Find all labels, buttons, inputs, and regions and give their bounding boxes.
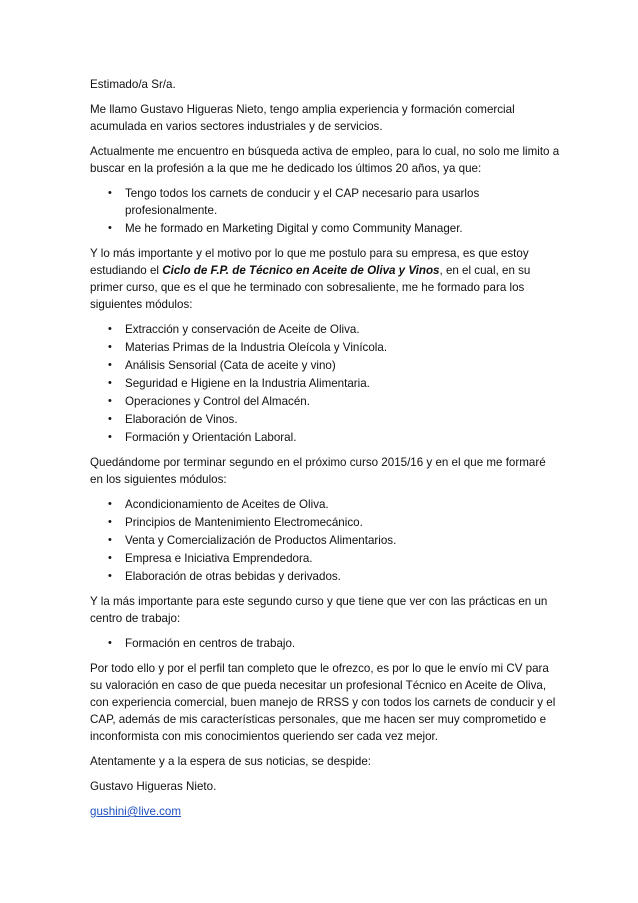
bullet-icon: • <box>108 222 112 234</box>
list-item: • Extracción y conservación de Aceite de Oliva. <box>108 323 360 336</box>
second-year-modules-list <box>90 496 560 585</box>
bullet-icon: • <box>108 413 112 425</box>
bullet-icon: • <box>108 377 112 389</box>
course-name: Ciclo de F.P. de Técnico en Aceite de Oliva y Vinos <box>162 264 440 277</box>
list-item: • Me he formado en Marketing Digital y como Community Manager. <box>108 222 463 235</box>
list-item: • Operaciones y Control del Almacén. <box>108 395 310 408</box>
signature: Gustavo Higueras Nieto. <box>90 780 217 793</box>
practice-modules-list <box>90 635 560 652</box>
situation-paragraph: Actualmente me encuentro en búsqueda activa de empleo, para lo cual, no solo me limito a buscar en la profesión a la que me he dedicado los últimos 20 años, ya que: <box>90 145 560 175</box>
bullet-icon: • <box>108 431 112 443</box>
farewell: Atentamente y a la espera de sus noticias, se despide: <box>90 755 371 768</box>
intro-paragraph: Me llamo Gustavo Higueras Nieto, tengo amplia experiencia y formación comercial acumulada en varios sectores industriales y de servicios. <box>90 103 515 133</box>
bullet-icon: • <box>108 637 112 649</box>
list-item: • Empresa e Iniciativa Emprendedora. <box>108 552 313 565</box>
list-item: • Elaboración de Vinos. <box>108 413 238 426</box>
letter-page <box>90 76 560 828</box>
practice-paragraph: Y la más importante para este segundo curso y que tiene que ver con las prácticas en un centro de trabajo: <box>90 595 548 625</box>
email-line <box>90 803 560 820</box>
study-paragraph: Y lo más importante y el motivo por lo que me postulo para su empresa, es que estoy estudiando el Ciclo de F.P. de Técnico en Aceite de Oliva y Vinos, en el cual, en su primer curso, que es el que he terminado con sobresaliente, me he formado para los siguientes módulos: <box>90 247 531 311</box>
list-item: • Principios de Mantenimiento Electromecánico. <box>108 516 363 529</box>
list-item: • Formación y Orientación Laboral. <box>108 431 297 444</box>
bullet-icon: • <box>108 341 112 353</box>
bullet-icon: • <box>108 552 112 564</box>
list-item: • Elaboración de otras bebidas y derivados. <box>108 570 341 583</box>
greeting: Estimado/a Sr/a. <box>90 78 176 91</box>
situation-list <box>90 185 560 237</box>
list-item: • Formación en centros de trabajo. <box>108 637 296 650</box>
bullet-icon: • <box>108 395 112 407</box>
first-year-modules-list <box>90 321 560 446</box>
list-item: • Seguridad e Higiene en la Industria Alimentaria. <box>108 377 370 390</box>
bullet-icon: • <box>108 323 112 335</box>
list-item: • Materias Primas de la Industria Oleícola y Vinícola. <box>108 341 388 354</box>
list-item: • Análisis Sensorial (Cata de aceite y vino) <box>108 359 336 372</box>
bullet-icon: • <box>108 187 112 199</box>
bullet-icon: • <box>108 534 112 546</box>
bullet-icon: • <box>108 498 112 510</box>
bullet-icon: • <box>108 516 112 528</box>
list-item: • Tengo todos los carnets de conducir y el CAP necesario para usarlos profesionalmente. <box>108 187 480 217</box>
bullet-icon: • <box>108 570 112 582</box>
email-link[interactable]: gushini@live.com <box>90 805 182 818</box>
list-item: • Acondicionamiento de Aceites de Oliva. <box>108 498 329 511</box>
closing-paragraph: Por todo ello y por el perfil tan completo que le ofrezco, es por lo que le envío mi CV para su valoración en caso de que pueda necesitar un profesional Técnico en Aceite de Oliva, con experiencia comercial, buen manejo de RRSS y con todos los carnets de conducir y el CAP, además de mis características personales, que me hacen ser muy comprometido e inconformista con mis conocimientos queriendo ser cada vez mejor. <box>90 662 556 743</box>
second-year-paragraph: Quedándome por terminar segundo en el próximo curso 2015/16 y en el que me formaré en los siguientes módulos: <box>90 456 546 486</box>
bullet-icon: • <box>108 359 112 371</box>
list-item: • Venta y Comercialización de Productos Alimentarios. <box>108 534 397 547</box>
